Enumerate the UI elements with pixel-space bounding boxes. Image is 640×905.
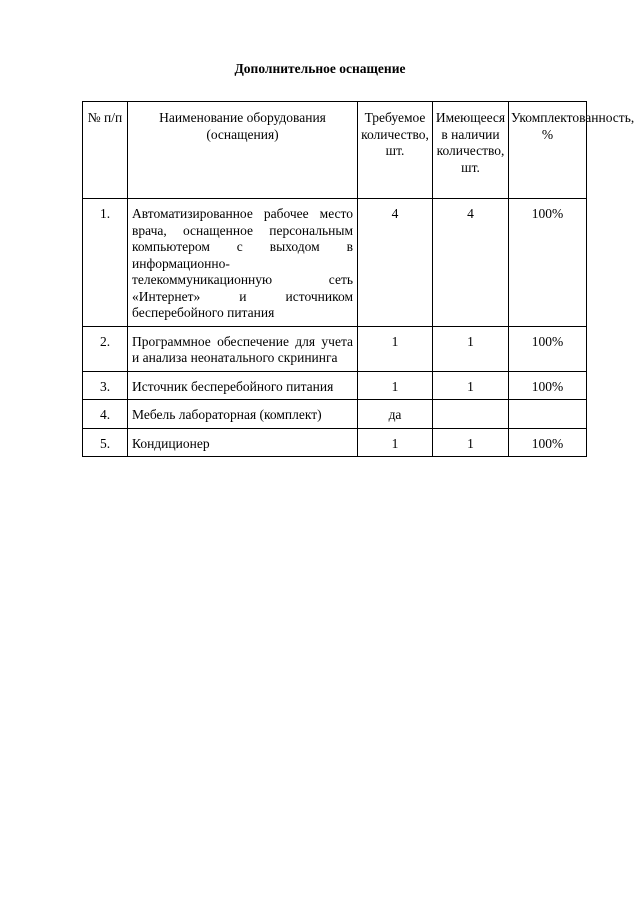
row-completeness: 100%	[509, 199, 587, 327]
row-completeness	[509, 400, 587, 429]
row-name: Кондиционер	[128, 428, 358, 457]
row-name: Мебель лабораторная (комплект)	[128, 400, 358, 429]
equipment-table	[82, 101, 635, 457]
row-name: Программное обеспечение для учета и анализа неонатального скрининга	[128, 326, 358, 371]
row-required: 1	[358, 428, 433, 457]
row-required: да	[358, 400, 433, 429]
header-available: Имеющееся в наличии количество, шт.	[433, 102, 509, 199]
table-row	[83, 326, 587, 371]
table-row	[83, 199, 587, 327]
row-completeness: 100%	[509, 428, 587, 457]
row-available: 1	[433, 428, 509, 457]
row-available: 1	[433, 371, 509, 400]
row-num: 5.	[83, 428, 128, 457]
page-title: Дополнительное оснащение	[234, 61, 406, 76]
table-row	[83, 371, 587, 400]
row-completeness: 100%	[509, 326, 587, 371]
row-num: 3.	[83, 371, 128, 400]
row-name: Источник бесперебойного питания	[128, 371, 358, 400]
row-required: 1	[358, 326, 433, 371]
table-row	[83, 400, 587, 429]
table-header-row	[83, 102, 587, 199]
row-name: Автоматизированное рабочее место врача, оснащенное персональным компьютером с выходом в информационно-телекоммуникационную сеть «Интернет» и источником бесперебойного питания	[128, 199, 358, 327]
row-required: 4	[358, 199, 433, 327]
header-num: № п/п	[83, 102, 128, 199]
row-required: 1	[358, 371, 433, 400]
row-num: 1.	[83, 199, 128, 327]
row-num: 4.	[83, 400, 128, 429]
header-completeness: Укомплектованность, %	[509, 102, 587, 199]
row-available	[433, 400, 509, 429]
table-row	[83, 428, 587, 457]
row-completeness: 100%	[509, 371, 587, 400]
row-available: 4	[433, 199, 509, 327]
row-available: 1	[433, 326, 509, 371]
header-name: Наименование оборудования (оснащения)	[128, 102, 358, 199]
header-required: Требуемое количество, шт.	[358, 102, 433, 199]
row-num: 2.	[83, 326, 128, 371]
